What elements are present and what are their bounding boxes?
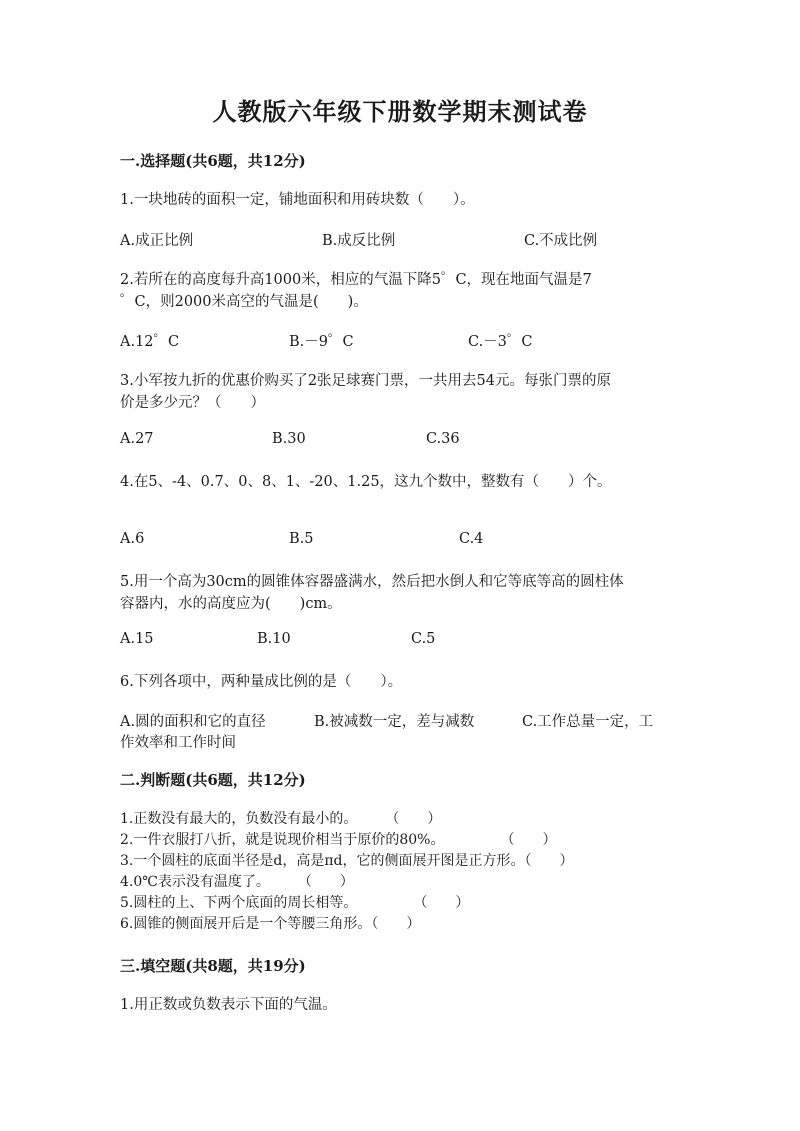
question-6-line-1: 6.下列各项中，两种量成比例的是（ ）。 (120, 674, 403, 690)
question-5-line-2: 容器内，水的高度应为( )cm。 (120, 596, 342, 612)
question-1-option-c: C.不成比例 (524, 233, 598, 249)
question-5-option-c: C.5 (411, 631, 436, 647)
question-5-line-1: 5.用一个高为30cm的圆锥体容器盛满水，然后把水倒人和它等底等高的圆柱体 (120, 574, 624, 590)
question-6-option-b: B.被减数一定，差与减数 (314, 714, 475, 730)
question-3-line-2: 价是多少元？（ ） (120, 395, 265, 411)
question-3-line-1: 3.小军按九折的优惠价购买了2张足球赛门票，一共用去54元。每张门票的原 (120, 373, 612, 389)
judge-item-5: 5.圆柱的上、下两个底面的周长相等。 （ ） (120, 895, 470, 911)
question-4-option-a: A.6 (120, 531, 145, 547)
question-2-line-2: ゜C，则2000米高空的气温是( )。 (120, 294, 368, 310)
section-heading-judge: 二.判断题(共6题，共12分) (120, 771, 306, 789)
question-4-option-c: C.4 (459, 531, 484, 547)
question-6-option-c: C.工作总量一定，工 (522, 714, 654, 730)
page-title: 人教版六年级下册数学期末测试卷 (212, 97, 588, 126)
question-1-option-b: B.成反比例 (322, 233, 396, 249)
question-4-option-b: B.5 (289, 531, 314, 547)
judge-item-2: 2.一件衣服打八折，就是说现价相当于原价的80%。 （ ） (120, 832, 557, 848)
section-heading-fill: 三.填空题(共8题，共19分) (120, 957, 306, 975)
question-5-option-b: B.10 (257, 631, 291, 647)
question-1-line-1: 1.一块地砖的面积一定，铺地面积和用砖块数（ ）。 (120, 192, 475, 208)
question-6-option-a: A.圆的面积和它的直径 (120, 714, 266, 730)
fill-question-1-line-1: 1.用正数或负数表示下面的气温。 (120, 997, 337, 1013)
question-2-option-c: C.－3゜C (468, 334, 533, 350)
question-5-option-a: A.15 (120, 631, 154, 647)
question-6-option-c-continued: 作效率和工作时间 (120, 735, 236, 751)
question-3-option-a: A.27 (120, 431, 154, 447)
question-2-option-a: A.12゜C (120, 334, 180, 350)
question-3-option-c: C.36 (426, 431, 460, 447)
judge-item-1: 1.正数没有最大的，负数没有最小的。 （ ） (120, 811, 442, 827)
judge-item-6: 6.圆锥的侧面展开后是一个等腰三角形。（ ） (120, 916, 421, 932)
section-heading-choice: 一.选择题(共6题，共12分) (120, 152, 306, 170)
question-1-option-a: A.成正比例 (120, 233, 194, 249)
question-3-option-b: B.30 (272, 431, 306, 447)
question-2-option-b: B.－9゜C (289, 334, 354, 350)
question-4-line-1: 4.在5、-4、0.7、0、8、1、-20、1.25，这九个数中，整数有（ ）个。 (120, 474, 612, 490)
judge-item-4: 4.0℃表示没有温度了。 （ ） (120, 874, 354, 890)
judge-item-3: 3.一个圆柱的底面半径是d，高是πd，它的侧面展开图是正方形。（ ） (120, 853, 574, 869)
question-2-line-1: 2.若所在的高度每升高1000米，相应的气温下降5゜C，现在地面气温是7 (120, 272, 592, 288)
